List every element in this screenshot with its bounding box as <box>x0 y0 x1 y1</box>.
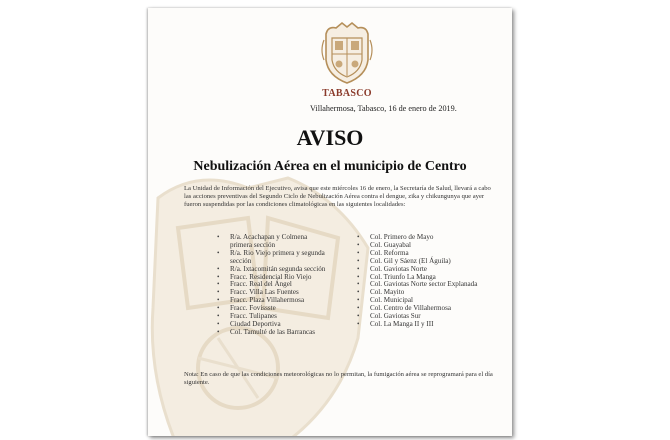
list-item: • Col. La Manga II y III <box>357 319 434 328</box>
list-item: • Col. Tamulté de las Barrancas <box>217 327 316 336</box>
bullet-icon: • <box>357 248 360 257</box>
bullet-icon: • <box>357 319 360 328</box>
bullet-icon: • <box>217 248 220 257</box>
bullet-icon: • <box>217 272 220 281</box>
list-item: • R/a. Rio Viejo primera y segunda sección <box>217 248 325 265</box>
list-item: • R/a. Acachapan y Colmena primera sección <box>217 233 308 249</box>
list-item: • Fracc. Tulipanes <box>217 312 277 321</box>
list-item: • Fracc. Villa Las Fuentes <box>217 288 299 297</box>
brand-name: TABASCO <box>322 88 372 99</box>
locations-list-left <box>217 233 330 337</box>
list-item: • Col. Municipal <box>357 296 413 305</box>
list-item: • Col. Guayabal <box>357 240 411 249</box>
bullet-icon: • <box>217 327 220 336</box>
bullet-icon: • <box>357 264 360 273</box>
bullet-icon: • <box>357 272 360 281</box>
footnote: Nota: En caso de que las condiciones meteorológicas no lo permitan, la fumigación aérea se reprogramará para el día siguiente. <box>184 371 493 386</box>
list-item: • Col. Gaviotas Norte sector Explanada <box>357 280 478 289</box>
list-item: • Fracc. Real del Ángel <box>217 280 292 289</box>
list-item: • Fracc. Plaza Villahermosa <box>217 296 305 305</box>
list-item: • R/a. Ixtacomitán segunda sección <box>217 264 326 273</box>
bullet-icon: • <box>217 312 220 321</box>
notice-subtitle: Nebulización Aérea en el municipio de Centro <box>193 159 467 174</box>
bullet-icon: • <box>357 296 360 305</box>
bullet-icon: • <box>217 280 220 289</box>
list-item: • Col. Centro de Villahermosa <box>357 304 452 313</box>
notice-title: AVISO <box>296 125 364 150</box>
bullet-icon: • <box>357 233 360 241</box>
bullet-icon: • <box>217 304 220 313</box>
bullet-icon: • <box>357 304 360 313</box>
document-page <box>148 8 512 436</box>
bullet-icon: • <box>357 288 360 297</box>
list-item: • Ciudad Deportiva <box>217 319 281 328</box>
bullet-icon: • <box>217 264 220 273</box>
bullet-icon: • <box>217 233 220 241</box>
list-item: • Col. Gil y Sáenz (El Águila) <box>357 256 451 265</box>
list-item: • Fracc. Residencial Rio Viejo <box>217 272 312 281</box>
tabasco-seal-icon <box>320 20 374 86</box>
list-item: • Col. Gaviotas Sur <box>357 312 421 321</box>
bullet-icon: • <box>217 296 220 305</box>
bullet-icon: • <box>217 319 220 328</box>
bullet-icon: • <box>357 256 360 265</box>
list-item: • Fracc. Fovissste <box>217 304 276 313</box>
list-item: • Col. Gaviotas Norte <box>357 264 427 273</box>
bullet-icon: • <box>217 288 220 297</box>
list-item: • Col. Reforma <box>357 248 409 257</box>
dateline: Villahermosa, Tabasco, 16 de enero de 2019. <box>310 104 457 113</box>
list-item: • Col. Primero de Mayo <box>357 233 434 241</box>
locations-list-right <box>357 233 482 329</box>
bullet-icon: • <box>357 240 360 249</box>
list-item: • Col. Triunfo La Manga <box>357 272 436 281</box>
intro-paragraph: La Unidad de Información del Ejecutivo, avisa que este miércoles 16 de enero, la Secretaría de Salud, llevará a cabo las acciones preventivas del Segundo Ciclo de Nebulización Aérea contra el dengue, zika y chikungunya que ayer fueron suspendidas por las condiciones climatológicas en las siguientes localidades: <box>184 185 491 208</box>
bullet-icon: • <box>357 312 360 321</box>
list-item: • Col. Mayito <box>357 288 405 297</box>
bullet-icon: • <box>357 280 360 289</box>
